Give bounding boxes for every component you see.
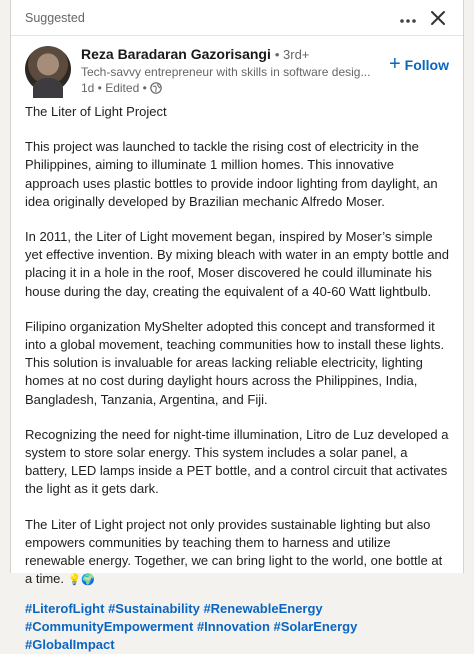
avatar[interactable] [25,46,71,92]
hashtag-list [25,600,449,654]
hashtag[interactable]: #CommunityEmpowerment [25,619,194,635]
post-title: The Liter of Light Project [25,104,167,119]
post-card [10,0,464,653]
suggested-label: Suggested [25,10,85,25]
post-body [11,95,463,654]
hashtag[interactable]: #SolarEnergy [273,619,358,635]
post-time: 1d • Edited • [81,81,147,95]
close-icon[interactable] [427,7,449,29]
post-paragraph-last [25,516,449,590]
globe-icon [150,82,162,94]
plus-icon: + [388,53,401,75]
hashtag[interactable]: #RenewableEnergy [203,601,323,617]
hashtag[interactable]: #Sustainability [108,601,200,617]
connection-degree: • 3rd+ [274,47,310,62]
author-name[interactable]: Reza Baradaran Gazorisangi [81,46,271,62]
author-headline: Tech-savvy entrepreneur with skills in software desig... [81,65,371,79]
top-actions [399,7,449,29]
post-time-row [81,81,449,95]
post-paragraph: In 2011, the Liter of Light movement began, inspired by Moser’s simple yet effective invention. By mixing bleach with water in an empty bottle and placing it in a hole in the roof, Moser discovered he could illuminate his house during the day, creating the equivalent of a 40-60 Watt lightbulb. [25,229,449,299]
follow-button[interactable] [388,53,449,75]
hashtag[interactable]: #Innovation [196,619,270,635]
emoji-icons: 💡🌍 [67,574,96,587]
post-paragraph: Filipino organization MyShelter adopted this concept and transformed it into a global movement, teaching communities how to install these lights. This solution is invaluable for areas lacking reliable electricity, lighting homes at no cost during daylight hours across the Philippines, India, Bangladesh, Tanzania, Argentina, and Fiji. [25,318,445,407]
post-paragraph: This project was launched to tackle the rising cost of electricity in the Philippines, aiming to illuminate 1 million homes. This innovative approach uses plastic bottles to provide indoor lighting from daylight, an idea originally developed by Brazilian mechanic Alfredo Moser. [25,139,438,209]
post-paragraph: Recognizing the need for night-time illumination, Litro de Luz developed a system to store solar energy. This system includes a solar panel, a battery, LED lamps inside a PET bottle, and a control circuit that activates the light as it gets dark. [25,426,449,497]
hashtag[interactable]: #LiterofLight [25,601,105,617]
post-paragraph-text: The Liter of Light project not only provides sustainable lighting but also empowers communities by teaching them to harness and utilize renewable energy. Together, we can bring light to the world, one bottle at a time. [25,516,443,587]
suggested-bar [11,0,463,36]
follow-label: Follow [404,57,449,73]
post-header [11,36,463,95]
more-options-icon[interactable] [399,9,417,27]
hashtag[interactable]: #GlobalImpact [25,637,115,653]
